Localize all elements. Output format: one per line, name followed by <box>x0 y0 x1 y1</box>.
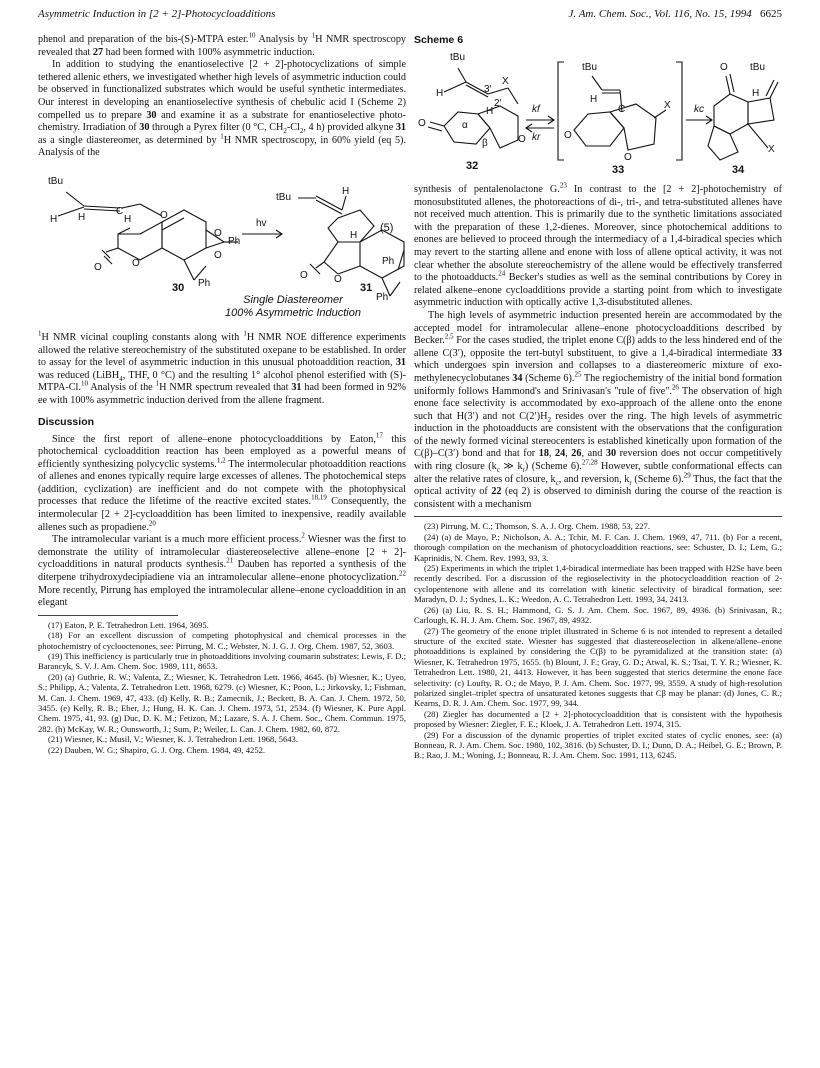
header-journal: J. Am. Chem. Soc., Vol. 116, No. 15, 1994 6625 <box>568 8 782 20</box>
eq-caption-line2: 100% Asymmetric Induction <box>225 306 361 319</box>
scheme-6-figure <box>414 48 782 178</box>
footnote: (17) Eaton, P. E. Tetrahedron Lett. 1964, 3695. <box>48 619 209 630</box>
footnote-divider <box>38 615 178 616</box>
o-label: O <box>214 227 222 239</box>
header-title: Asymmetric Induction in [2 + 2]-Photocycloadditions <box>38 8 276 20</box>
two-prime-label: 2′ <box>494 98 502 109</box>
o-label: O <box>160 209 168 221</box>
page-number: 6625 <box>760 8 782 20</box>
tbu-label: tBu <box>582 62 598 73</box>
o-label: O <box>94 261 102 273</box>
o-label: O <box>720 62 728 73</box>
tbu-label: tBu <box>48 175 64 187</box>
beta-label: β <box>482 138 488 149</box>
h-label: H <box>342 185 350 197</box>
section-heading: Discussion <box>38 415 95 428</box>
alpha-label: α <box>462 120 468 131</box>
h-label: H <box>350 229 358 241</box>
footnote: (22) Dauben, W. G.; Shapiro, G. J. Org. Chem. 1984, 49, 4252. <box>48 744 266 755</box>
h-label: H <box>436 88 444 99</box>
paragraph: In addition to studying the enantioselective [2 + 2]-photocyclizations of simple tethered allenic ethers, we investigated whether high levels of asymmetric induction could be observed in functionalized substrates which would be useful synthetic intermediates. Our interest in developing an enantioselective synthesis of chebulic acid I (Scheme 2) compelled us to prepare 30 and examine it as a substrate for enantioselective photo-chemistry. Irradiation of 30 through a Pyrex filter (0 °C, $CH_2-Cl_2$, 4 h) provided alkyne 31 as a single diastereomer, as determined by $^1$H NMR spectroscopy, in 60% yield (eq 5). Analysis of the <box>38 59 406 159</box>
footnote: (20) (a) Guthrie, R. W.; Valenta, Z.; Wiesner, K. Tetrahedron Lett. 1966, 4645. (b) Wiesner, K.; Uyeo, S.; Philipp, A.; Valenta, Z. Tetrahedron Lett. 1968, 6279. (c) Wiesner, K.; Poon, L.; Jirkovsky, I.; Fishman, M. Can. J. Chem. 1969, 47, 433. (d) Kelly, R. B.; Zamecnik, J.; Beckett, B. A. Can. J. Chem. 1972, 50, 3455. (e) Kelly, R. B.; Eber, J.; Hung, H. K. Can. J. Chem. 1973, 51, 2534. (f) Wiesner, K. Pure Appl. Chem. 1975, 41, 93. (g) Duc, D. K. M.; Fetizon, M.; Lazare, S. A. J. Chem. Soc., Chem. Commun. 1975, 282. (h) McKay, W. R.; Ounsworth, J.; Sum, P.; Weiler, L. Can. J. Chem. 1982, 60, 872. <box>38 671 406 734</box>
x-label: X <box>664 100 671 111</box>
scheme-title: Scheme 6 <box>414 34 464 46</box>
footnote-divider <box>414 516 782 517</box>
paragraph: The high levels of asymmetric induction presented herein are accommodated by the accepted model for intramolecular allene–enone photocycloadditions described by Becker.$^{2,5}$ For the cases studied, the triplet enone C(β) adds to the less hindered end of the allene C(3′), opposite the tert-butyl substituent, to give a 1,4-biradical intermediate 33 which undergoes spin inversion and collapses to a diastereomeric mixture of exo-methylenecyclobutanes 34 (Scheme 6).$^{25}$ The regiochemistry of the initial bond formation uniformly follows Hammond's and Srinivasan's "rule of five".$^{26}$ The observation of high enone face selectivity is accommodated by exo-approach of the allene onto the enone such that H(3′) and not $C(2')H_2$ resides over the ring. The high levels of asymmetric induction in the photoadducts are consistent with the observations that the configuration of the newly formed vicinal stereocenters is established kinetically upon formation of the C(β)–C(3′) bond and that for 18, 24, 26, and 30 reversion does not occur competitively with ring closure ($k_c$ ≫ $k_r$) (Scheme 6).$^{27,28}$ However, subtle conformational effects can alter the relative rates of closure, $k_c$, and reversion, $k_r$ (Scheme 6).$^{29}$ Thus, the fact that the optical activity of 22 (eq 2) is observed to diminish during the course of the reaction is consistent with a mechanism <box>414 309 782 510</box>
o-label: O <box>300 269 308 281</box>
paragraph: Since the first report of allene–enone photocycloadditions by Eaton,$^{17}$ this photochemical cycloaddition reaction has been employed as a powerful means of efficiently synthesizing polycyclic systems.$^{1,2}$ The intermolecular photoaddition reactions of allenes and enones typically require large excesses of allenes. The photochemical steps (addition, cyclization) are inefficient and do not compete with the photophysical processes that reduce the lifetime of the reactive excited states.$^{18,19}$ Consequently, the intermolecular [2 + 2]-cycloaddition has been limited to inexpensive, readily available allenes such as propadiene.$^{20}$ <box>38 431 406 533</box>
x-label: X <box>502 76 509 87</box>
h-label: H <box>486 106 494 117</box>
paragraph: phenol and preparation of the bis-(S)-MTPA ester.$^{10}$ Analysis by $^1$H NMR spectroscopy revealed that 27 had been formed with 100% asymmetric induction. <box>38 31 407 58</box>
tbu-label: tBu <box>450 52 466 63</box>
kc-label: kc <box>694 104 704 115</box>
footnote: (29) For a discussion of the dynamic properties of triplet excited states of cyclic enones, see: (a) Bonneau, R. J. Am. Chem. Soc. 1980, 102, 3816. (b) Schuster, D. I.; Dunn, D. A.; Heibel, G. E.; Brown, P. B.; Rao, J. M.; Woning, J.; Bonneau, R. J. Am. Chem. Soc. 1991, 113, 6245. <box>414 729 782 761</box>
c-atom-label: C <box>116 205 124 217</box>
left-column <box>38 31 407 755</box>
h-label: H <box>50 213 58 225</box>
footnote: (26) (a) Liu, R. S. H.; Hammond, G. S. J. Am. Chem. Soc. 1967, 89, 4936. (b) Srinivasan, R.; Carlough, K. H. J. Am. Chem. Soc. 1967, 89, 4932. <box>414 604 782 626</box>
compound-31-label: 31 <box>360 281 373 294</box>
h-label: H <box>590 94 598 105</box>
compound-34-label: 34 <box>732 164 745 176</box>
tbu-label: tBu <box>750 62 766 73</box>
paragraph: The intramolecular variant is a much more efficient process.$^2$ Wiesner was the first to demonstrate the utility of intramolecular diastereoselective allene–enone [2 + 2]-cycloadditions in natural products synthesis.$^{21}$ Dauben has reported a synthesis of the diterpene trihydroxydecipiadiene via an intramolecular allene–enone photocyclization.$^{22}$ More recently, Pirrung has employed the intramolecular allene–enone cycloaddition in an elegant <box>38 531 406 609</box>
footnote: (27) The geometry of the enone triplet illustrated in Scheme 6 is not intended to represent a detailed structure of the excited state. Wiesner has suggested that diastereoselection in alkene/allene–enone photoadditions is explained by considering the C(β) to be pyramidalized at the transition state: (a) Wiesner, K. Tetrahedron 1975, 1655. (b) Blount, J. F.; Gray, G. D.; Atwal, K. S.; Tsai, T. Y. R.; Wiesner, K. Tetrahedron Lett. 1980, 21, 4413. However, it has been suggested that sterics determine the enone face selectivity: (c) Loufty, R. O.; de Mayo, P. J. Am. Chem. Soc. 1977, 99, 3559. A study of high-resolution polarized singlet–triplet spectra of unsaturated ketones suggests that Cβ may be planar: (d) Jones, C. R.; Kearns, D. R. J. Am. Chem. Soc. 1977, 99, 344. <box>414 625 782 709</box>
footnote: (25) Experiments in which the triplet 1,4-biradical intermediate has been trapped with H2Se have been recently described. For a discussion of the regioselectivity in the photocycloaddition reaction of 2-cyclopentenone with allene and its correlation with kinetic selectivity of biradical formation, see: Maradyn, D. J.; Sydnes, L. K.; Weedon, A. C. Tetrahedron Lett. 1993, 34, 2413. <box>414 563 782 605</box>
x-label: X <box>768 144 775 155</box>
o-label: O <box>334 273 342 285</box>
footnote: (24) (a) de Mayo, P.; Nicholson, A. A.; Tchir, M. F. Can. J. Chem. 1969, 47, 711. (b) For a recent, thorough compilation on the mechanism of photocycloaddition reactions, see: Schuster, D. I.; Lem, G.; Kaprinidis, N. Chem. Rev. 1993, 93, 3. <box>414 531 782 563</box>
hv-label: hv <box>256 217 267 229</box>
footnote: (21) Wiesner, K.; Musil, V.; Wiesner, K. J. Tetrahedron Lett. 1968, 5643. <box>48 734 298 745</box>
equation-5-figure <box>38 170 406 320</box>
footnote: (19) This inefficiency is particularly true in photoadditions involving coumarin substrates: Lewis, F. D.; Barancyk, S. V. J. Am. Chem. Soc. 1989, 111, 8653. <box>38 651 406 672</box>
o-label: O <box>518 134 526 145</box>
o-label: O <box>214 249 222 261</box>
kr-label: kr <box>532 132 541 143</box>
eq-caption-line1: Single Diastereomer <box>243 293 343 306</box>
o-label: O <box>564 130 572 141</box>
footnote: (23) Pirrung, M. C.; Thomson, S. A. J. Org. Chem. 1988, 53, 227. <box>424 521 650 532</box>
footnote: (28) Ziegler has documented a [2 + 2]-photocycloaddition that is consistent with the hypothesis proposed by Wiesner: Ziegler, F. E.; Kloek, J. A. Tetrahedron Lett. 1974, 315. <box>414 708 782 730</box>
ph-label: Ph <box>228 235 241 247</box>
h-label: H <box>78 211 86 223</box>
three-prime-label: 3′ <box>484 84 492 95</box>
kf-label: kf <box>532 104 540 115</box>
footnote: (18) For an excellent discussion of competing photophysical and chemical processes in the photochemistry of cyclooctenones, see: Pirrung, M. C.; Webster, N. J. G. J. Org. Chem. 1987, 52, 3603. <box>38 630 406 651</box>
h-label: H <box>124 213 132 225</box>
ph-label: Ph <box>382 255 395 267</box>
h-label: H <box>752 88 760 99</box>
right-column <box>414 34 782 761</box>
compound-30-label: 30 <box>172 281 185 294</box>
o-label: O <box>418 118 426 129</box>
compound-33-label: 33 <box>612 164 625 176</box>
ph-label: Ph <box>376 291 389 303</box>
equation-number: (5) <box>380 221 394 234</box>
o-label: O <box>132 257 140 269</box>
paragraph: synthesis of pentalenolactone G.$^{23}$ In contrast to the [2 + 2]-photochemistry of monosubstituted allenes, the photoreactions of di-, tri-, and tetra-substituted allenes have not received much attention. This is primarily due to the synthetic limitations associated with the preparation of these 1,2-dienes. Moreover, since photochemical additions to enones are believed to proceed through the intermediacy of a 1,4-biradical species which may revert to the starting allene and enone with loss of allene optical activity, it was not clear whether the absolute stereochemistry of the allene would be effectively transferred to the photoadducts.$^{24}$ Becker's studies as well as the seminal contributions by Corey in related alkene–enone cycloadditions provide a starting point from which to investigate asymmetric induction with optically active 1,3-disubstituted allenes. <box>414 181 782 309</box>
compound-32-label: 32 <box>466 160 479 172</box>
c-atom-label: C <box>618 104 626 115</box>
tbu-label: tBu <box>276 191 292 203</box>
paragraph: $^1$H NMR vicinal coupling constants along with $^1$H NMR NOE difference experiments allowed the relative stereochemistry of the substituted oxepane to be established. In order to assay for the level of asymmetric induction in this unusual photoaddition reaction, 31 was reduced (LiBH$_4$, THF, 0 °C) and the resulting 1° alcohol phenol esterified with (S)-MTPA-Cl.$^{10}$ Analysis of the $^1$H NMR spectrum revealed that 31 had been formed in 92% ee with 100% asymmetric induction derived from the allene fragment. <box>38 329 406 406</box>
ph-label: Ph <box>198 277 211 289</box>
running-header <box>38 8 782 26</box>
o-label: O <box>624 152 632 163</box>
